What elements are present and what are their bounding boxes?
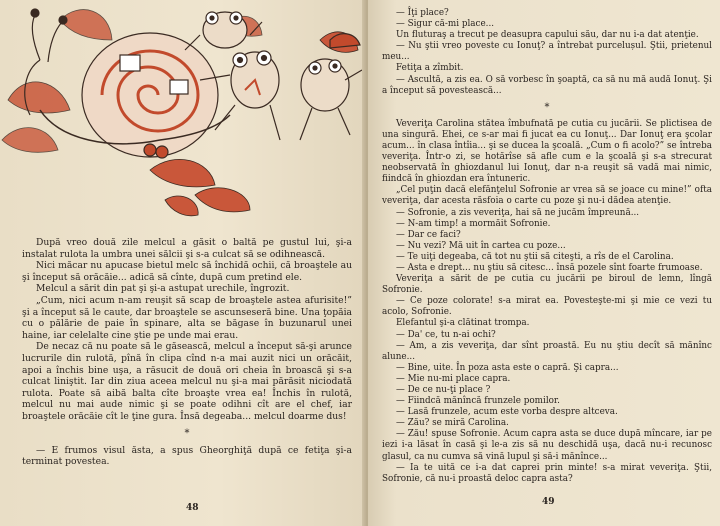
paragraph: — N-am timp! a mormăit Sofronie. — [396, 218, 551, 229]
paragraph: Nici măcar nu apucase bietul melc să închidă ochii, că broaştele au şi început să orăcăie... adică să cînte, după cum pretind ele. — [22, 260, 352, 283]
page-number: 48 — [186, 503, 199, 513]
paragraph: — Te uiţi degeaba, că tot nu ştii să citeşti, a rîs de el Carolina. — [396, 251, 674, 262]
section-separator: * — [184, 427, 190, 439]
paragraph: — De ce nu-ţi place ? — [396, 385, 491, 395]
paragraph: Fetiţa a zîmbit. — [396, 63, 464, 74]
paragraph: — Zău? se miră Carolina. — [396, 418, 509, 429]
paragraph: — Nu ştii vreo poveste cu Ionuţ? a întrebat purcelușul. Ştii, prietenul meu... — [382, 41, 712, 63]
right-page-text — [382, 8, 712, 485]
paragraph: — Îţi place? — [396, 8, 449, 18]
paragraph: — Da' ce, tu n-ai ochi? — [396, 329, 496, 340]
paragraph: — Ce poze colorate! s-a mirat ea. Povesteşte-mi şi mie ce vezi tu acolo, Sofronie. — [382, 296, 712, 318]
snail-frogs-illustration — [0, 0, 366, 235]
paragraph: Veveriţa Carolina stătea îmbufnată pe cutia cu jucării. Se plictisea de una singură. Ehei, ce s-ar mai fi jucat ea cu Ionuţ... Dar Ionuţ era şcolar acum... în clasa întîia... şi se ducea la şcoală. „Cum o fi acolo?” se întreba veveriţa. Într-o zi, se hotărîse să afle cum e la şcoală şi s-a strecurat neobservată în ghiozdanul lui Ionuţ, dar n-a reuşit să vadă mai nimic, fiindcă în ghiozdan era întuneric. — [382, 118, 712, 185]
paragraph: — E frumos visul ăsta, a spus Gheorghiţă după ce fetiţa şi-a terminat povestea. — [22, 444, 352, 468]
paragraph: După vreo două zile melcul a găsit o baltă pe gustul lui, şi-a instalat rulota la umbra unei sălcii şi s-a culcat să se odihnească. — [22, 237, 352, 260]
paragraph: — Bine, uite. În poza asta este o capră. Şi capra... — [396, 362, 619, 373]
paragraph: De necaz că nu poate să le găsească, melcul a început să-şi arunce lucrurile din rulotă, pînă în clipa cînd n-a mai auzit nici un orăcăit, apoi a închis bine uşa, a răsucit de două ori cheia în broască şi s-a culcat liniştit. Iar din ziua aceea melcul nu şi-a mai părăsit niciodată rulota. Poate să aibă balta cîte broaşte vrea ea! Închis în rulotă, melcul nu mai aude nimic şi se poate odihni cît are el chef, iar broaştele orăcăie cît le ţine gura. Însă degeaba... melcul doarme dus! — [22, 341, 352, 422]
paragraph: Melcul a sărit din pat şi şi-a astupat urechile, îngrozit. — [36, 283, 290, 295]
paragraph: — Nu vezi? Mă uit în cartea cu poze... — [396, 240, 566, 251]
right-page — [368, 0, 720, 526]
paragraph: — Zău! spuse Sofronie. Acum capra asta se duce după mîncare, iar pe iezi i-a lăsat în casă şi le-a zis să nu deschidă uşa, dacă nu-i recunosc glasul, ca nu cumva să vină lupul şi să-i mănînce... — [382, 429, 712, 462]
paragraph: Un fluturaş a trecut pe deasupra capului său, dar nu i-a dat atenţie. — [396, 30, 699, 41]
paragraph: Veveriţa a sărit de pe cutia cu jucării pe biroul de lemn, lîngă Sofronie. — [382, 274, 712, 296]
paragraph: „Cum, nici acum n-am reuşit să scap de broaştele astea afurisite!” şi a început să le caute, dar broaştele se ascunseseră bine. Una ţopăia cu o pălărie de paie în spinare, alta se băgase în buzunarul unei haine, iar celelalte cine ştie pe unde mai erau. — [22, 294, 352, 341]
paragraph: — Sigur că-mi place... — [396, 19, 495, 30]
paragraph: — Ascultă, a zis ea. O să vorbesc în şoaptă, ca să nu mă audă Ionuţ. Şi a început să povestească... — [382, 74, 712, 96]
paragraph: — Fiindcă mănîncă frunzele pomilor. — [396, 396, 560, 407]
paragraph: — Mie nu-mi place capra. — [396, 373, 511, 384]
paragraph: — Am, a zis veveriţa, dar sînt proastă. Eu nu ştiu decît să mănînc alune... — [382, 340, 712, 362]
left-page-text — [22, 237, 352, 468]
paragraph: — Sofronie, a zis veveriţa, hai să ne jucăm împreună... — [396, 207, 640, 218]
paragraph: — Asta e drept... nu ştiu să citesc... însă pozele sînt foarte frumoase. — [396, 262, 703, 273]
paragraph: — Lasă frunzele, acum este vorba despre altceva. — [396, 407, 618, 418]
page-number: 49 — [542, 497, 555, 507]
paragraph: — Ia te uită ce i-a dat caprei prin minte! s-a mirat veveriţa. Ştii, Sofronie, că nu-i proastă deloc capra asta? — [382, 462, 712, 484]
paragraph: „Cel puţin dacă elefănţelul Sofronie ar vrea să se joace cu mine!” ofta veveriţa, dar acesta răsfoia o carte cu poze şi nu-i dădea atenţie. — [382, 185, 712, 207]
section-separator: * — [544, 101, 550, 113]
paragraph: — Dar ce faci? — [396, 229, 461, 240]
paragraph: Elefantul şi-a clătinat trompa. — [396, 318, 530, 329]
